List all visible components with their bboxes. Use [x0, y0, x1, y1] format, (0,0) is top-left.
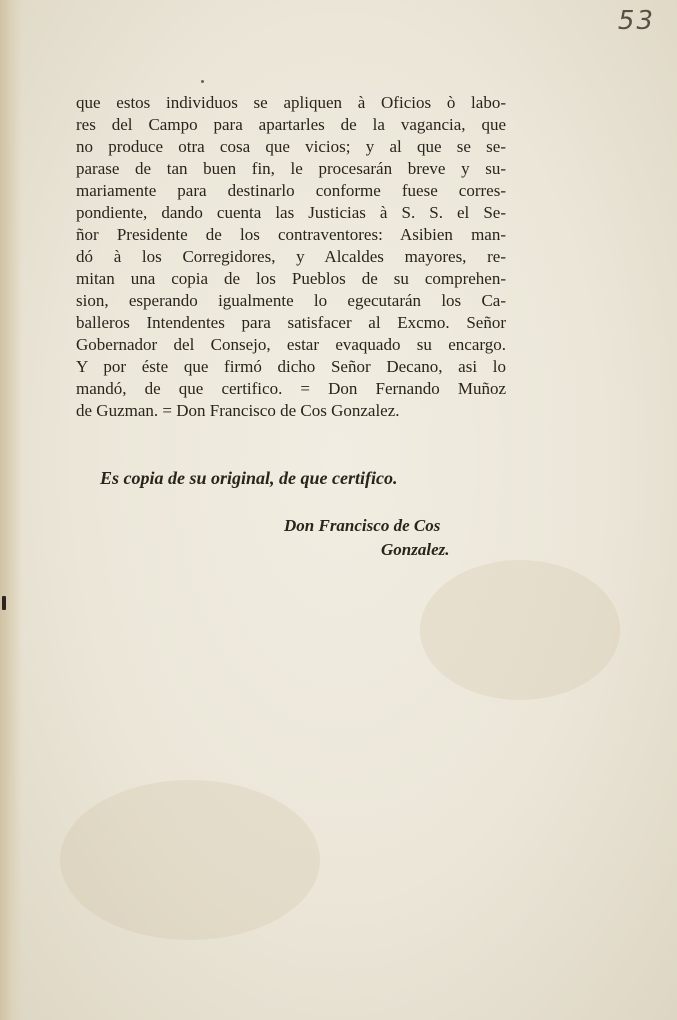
text-line: pondiente, dando cuenta las Justicias à S. S. el Se- [76, 203, 506, 222]
signature-block [284, 514, 514, 562]
text-line: que estos individuos se apliquen à Oficios ò labo- [76, 93, 506, 112]
text-line: parase de tan buen fin, le procesarán breve y su- [76, 159, 506, 178]
text-line: mariamente para destinarlo conforme fuese corres- [76, 181, 506, 200]
signature-surname: Gonzalez. [381, 540, 450, 559]
ink-dot [201, 80, 204, 83]
signature-name: Don Francisco de Cos [284, 516, 441, 535]
text-line: mandó, de que certifico. = Don Fernando Muñoz [76, 379, 506, 398]
text-line: de Guzman. = Don Francisco de Cos Gonzalez. [76, 401, 400, 420]
text-line: Y por éste que firmó dicho Señor Decano, asi lo [76, 357, 506, 376]
text-line: Gobernador del Consejo, estar evaquado su encargo. [76, 335, 506, 354]
binding-mark [2, 596, 6, 610]
certification-statement: Es copia de su original, de que certifico. [100, 468, 398, 488]
text-line: no produce otra cosa que vicios; y al que se se- [76, 137, 506, 156]
page-binding-edge [0, 0, 22, 1020]
folio-number: 53 [617, 6, 655, 36]
paper-stain [60, 780, 320, 940]
text-line: balleros Intendentes para satisfacer al Excmo. Señor [76, 313, 506, 332]
text-line: dó à los Corregidores, y Alcaldes mayores, re- [76, 247, 506, 266]
text-line: ñor Presidente de los contraventores: Asibien man- [76, 225, 506, 244]
body-paragraph [76, 92, 506, 422]
text-line: mitan una copia de los Pueblos de su comprehen- [76, 269, 506, 288]
paper-stain [420, 560, 620, 700]
text-line: res del Campo para apartarles de la vagancia, que [76, 115, 506, 134]
text-line: sion, esperando igualmente lo egecutarán los Ca- [76, 291, 506, 310]
